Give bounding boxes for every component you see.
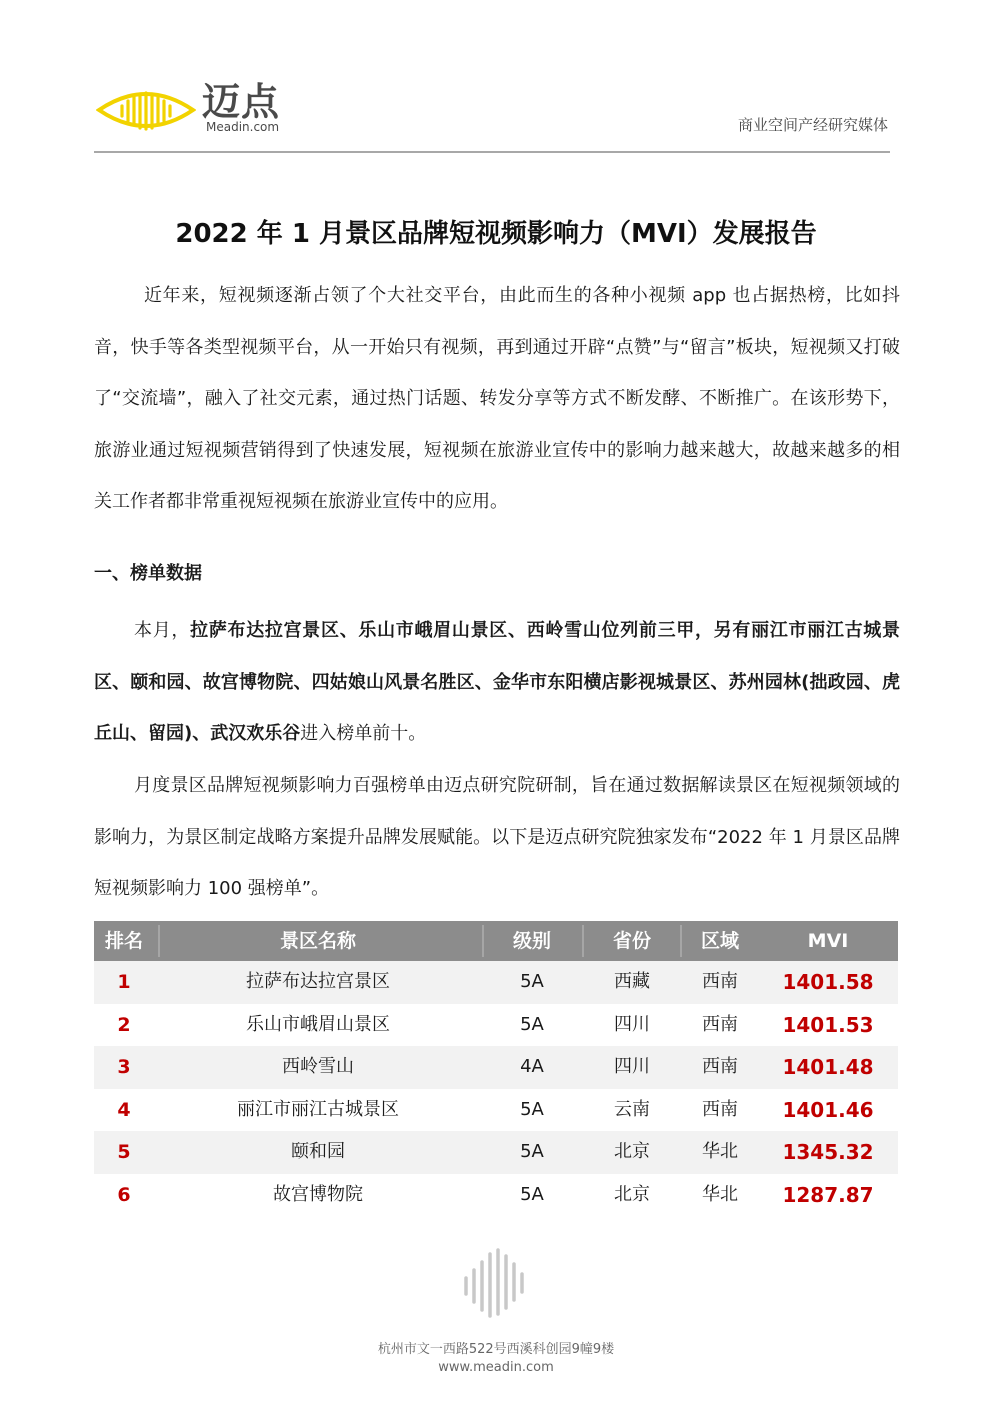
intro-paragraph: 近年来，短视频逐渐占领了个大社交平台，由此而生的各种小视频 app 也占据热榜，比如抖音，快手等各类型视频平台，从一开始只有视频，再到通过开辟“点赞”与“留言”板块，短视频又打破了“交流墙”，融入了社交元素，通过热门话题、转发分享等方式不断发酵、不断推广。在该形势下，旅游业通过短视频营销得到了快速发展，短视频在旅游业宣传中的影响力越来越大，故越来越多的相关工作者都非常重视短视频在旅游业宣传中的应用。 (94, 285, 900, 512)
header-level: 级别 (512, 930, 551, 952)
row-mvi: 1401.46 (782, 1097, 874, 1122)
row-level: 5A (520, 1013, 544, 1035)
brand-logo (96, 80, 296, 136)
row-region: 华北 (702, 1183, 738, 1205)
row-mvi: 1401.58 (782, 970, 874, 994)
row-province: 西藏 (614, 971, 650, 992)
header-region: 区域 (700, 930, 739, 952)
row-mvi: 1345.32 (782, 1140, 874, 1164)
row-mvi: 1401.53 (782, 1012, 874, 1037)
row-region: 西南 (702, 1013, 738, 1035)
row-name: 丽江市丽江古城景区 (237, 1098, 399, 1120)
table-row (94, 1174, 898, 1217)
row-rank: 1 (117, 971, 131, 993)
row-mvi: 1401.48 (782, 1055, 874, 1079)
row-name: 颐和园 (291, 1141, 345, 1162)
table-row (94, 961, 898, 1004)
row-rank: 6 (117, 1183, 131, 1206)
row-rank: 2 (117, 1013, 131, 1036)
row-rank: 3 (117, 1056, 131, 1078)
header-name: 景区名称 (279, 930, 356, 952)
table-row (94, 1004, 898, 1047)
table-row (94, 1046, 898, 1089)
header-province: 省份 (612, 930, 651, 952)
logo-domain: Meadin.com (206, 120, 280, 134)
row-name: 西岭雪山 (282, 1056, 354, 1077)
row-level: 4A (520, 1056, 544, 1077)
ranking-summary-paragraph (94, 605, 900, 760)
row-province: 四川 (614, 1056, 650, 1077)
table-row (94, 1089, 898, 1132)
summary-lead: 本月， (134, 620, 191, 641)
row-name: 拉萨布达拉宫景区 (246, 971, 390, 992)
row-rank: 5 (117, 1141, 131, 1163)
header-divider (94, 151, 890, 153)
header-separator (158, 925, 160, 957)
footer-url: www.meadin.com (438, 1360, 554, 1375)
meadin-eye-icon (96, 84, 196, 134)
summary-tail: 进入榜单前十。 (300, 723, 427, 744)
row-rank: 4 (117, 1098, 131, 1121)
row-region: 华北 (702, 1141, 738, 1162)
row-province: 云南 (614, 1098, 650, 1120)
report-title: 2022 年 1 月景区品牌短视频影响力（MVI）发展报告 (175, 219, 817, 249)
summary-top-scenic-areas: 拉萨布达拉宫景区、乐山市峨眉山景区、西岭雪山位列前三甲，另有丽江市丽江古城景区、颐和园、故宫博物院、四姑娘山风景名胜区、金华市东阳横店影视城景区、苏州园林(拙政园、虎丘山、留园)、武汉欢乐谷 (94, 620, 901, 744)
section-heading: 一、榜单数据 (94, 563, 202, 584)
header-mvi: MVI (807, 930, 849, 952)
ranking-description-paragraph: 月度景区品牌短视频影响力百强榜单由迈点研究院研制，旨在通过数据解读景区在短视频领域的影响力，为景区制定战略方案提升品牌发展赋能。以下是迈点研究院独家发布“2022 年 1 月景区品牌短视频影响力 100 强榜单”。 (94, 775, 900, 899)
row-province: 北京 (614, 1141, 650, 1162)
row-level: 5A (520, 971, 544, 992)
header-rank: 排名 (104, 930, 143, 952)
row-region: 西南 (702, 971, 738, 992)
header-tagline: 商业空间产经研究媒体 (737, 116, 888, 134)
logo-chinese-name: 迈点 (202, 80, 281, 124)
row-province: 四川 (614, 1013, 650, 1035)
row-province: 北京 (614, 1183, 650, 1205)
table-header (94, 921, 898, 961)
row-mvi: 1287.87 (782, 1182, 874, 1207)
row-level: 5A (520, 1141, 544, 1162)
row-name: 乐山市峨眉山景区 (246, 1013, 390, 1035)
row-region: 西南 (702, 1056, 738, 1077)
row-region: 西南 (702, 1098, 738, 1120)
ranking-table (94, 921, 898, 1216)
table-row (94, 1131, 898, 1174)
row-level: 5A (520, 1183, 544, 1205)
footer-address: 杭州市文一西路522号西溪科创园9幢9楼 (377, 1342, 615, 1357)
row-level: 5A (520, 1098, 544, 1120)
footer-watermark-icon (462, 1248, 530, 1318)
row-name: 故宫博物院 (273, 1183, 363, 1205)
